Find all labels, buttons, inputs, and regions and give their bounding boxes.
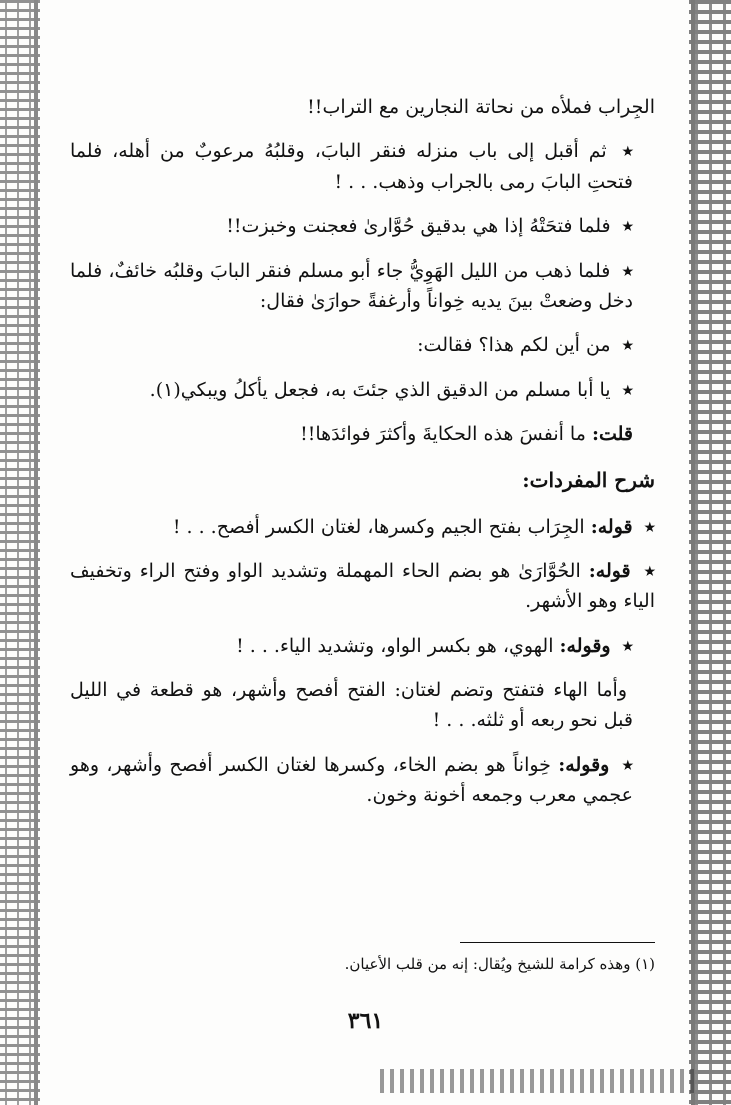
bullet-star: ٭ (622, 378, 633, 401)
definition (70, 512, 655, 542)
paragraph (70, 330, 655, 360)
paragraph-text: يا أبا مسلم من الدقيق الذي جئتَ به، فجعل يأكلُ ويبكي(١). (149, 378, 611, 401)
paragraph-text: ما أنفسَ هذه الحكايةَ وأكثرَ فوائدَها!! (300, 423, 586, 446)
definition-text: الجِرَاب بفتح الجيم وكسرها، لغتان الكسر أفصح. . . ! (172, 515, 585, 538)
definition-text: الهوي، هو بكسر الواو، وتشديد الياء. . . ! (236, 634, 554, 657)
definition-text: وأما الهاء فتفتح وتضم لغتان: الفتح أفصح وأشهر، هو قطعة في الليل قبل نحو ربعه أو ثلثه. . . ! (70, 679, 633, 732)
paragraph (70, 136, 655, 197)
bullet-star: ٭ (622, 140, 633, 163)
definition (70, 750, 655, 811)
bullet-star: ٭ (644, 559, 655, 582)
bullet-star: ٭ (622, 259, 633, 282)
lead: وقوله: (558, 753, 610, 776)
definition-text: خِواناً هو بضم الخاء، وكسرها لغتان الكسر أفصح وأشهر، وهو عجمي معرب وجمعه أخونة وخون. (70, 753, 633, 807)
decorative-border-left (0, 0, 40, 1105)
bullet-star: ٭ (622, 634, 633, 657)
definition-text: الحُوَّارَىٰ هو بضم الحاء المهملة وتشديد الواو وفتح الراء وتخفيف الياء وهو الأشهر. (70, 559, 655, 613)
definition (70, 631, 655, 661)
paragraph-text: من أين لكم هذا؟ فقالت: (417, 334, 611, 357)
paragraph (70, 92, 655, 122)
decorative-border-right (689, 0, 731, 1105)
paragraph (70, 211, 655, 241)
paragraph-text: ثم أقبل إلى باب منزله فنقر البابَ، وقلبُهُ مرعوبٌ من أهله، فلما فتحتِ البابَ رمى بالجراب وذهب. . . ! (70, 140, 633, 193)
paragraph-text: فلما فتحَتْهُ إذا هي بدقيق حُوَّارىٰ فعجنت وخبزت!! (226, 215, 611, 238)
definition (70, 556, 655, 617)
bullet-star: ٭ (622, 753, 634, 776)
lead: قوله: (590, 515, 633, 538)
bullet-star: ٭ (622, 215, 633, 238)
footnote-divider (460, 942, 655, 943)
lead: قلت: (591, 423, 633, 446)
page-number: ٣٦١ (347, 1008, 384, 1034)
lead: قوله: (588, 559, 631, 582)
main-text (70, 92, 655, 825)
definition (70, 675, 655, 736)
lead: وقوله: (559, 634, 611, 657)
paragraph (70, 419, 655, 449)
paragraph-text: الجِراب فملأه من نحاتة النجارين مع التراب!! (307, 96, 655, 118)
bullet-star: ٭ (622, 334, 633, 357)
paragraph (70, 375, 655, 405)
bullet-star: ٭ (644, 515, 655, 538)
paragraph (70, 256, 655, 317)
paragraph-text: فلما ذهب من الليل الهَوِيُّ جاء أبو مسلم فنقر البابَ وقلبُه خائفٌ، فلما دخل وضعتْ بينَ يديه خِواناً وأرغفةً حوارَىٰ فقال: (70, 259, 633, 312)
decorative-border-bottom (380, 1069, 700, 1093)
footnote: (١) وهذه كرامة للشيخ ويُقال: إنه من قلب الأعيان. (344, 955, 655, 973)
section-heading: شرح المفردات: (522, 467, 655, 492)
